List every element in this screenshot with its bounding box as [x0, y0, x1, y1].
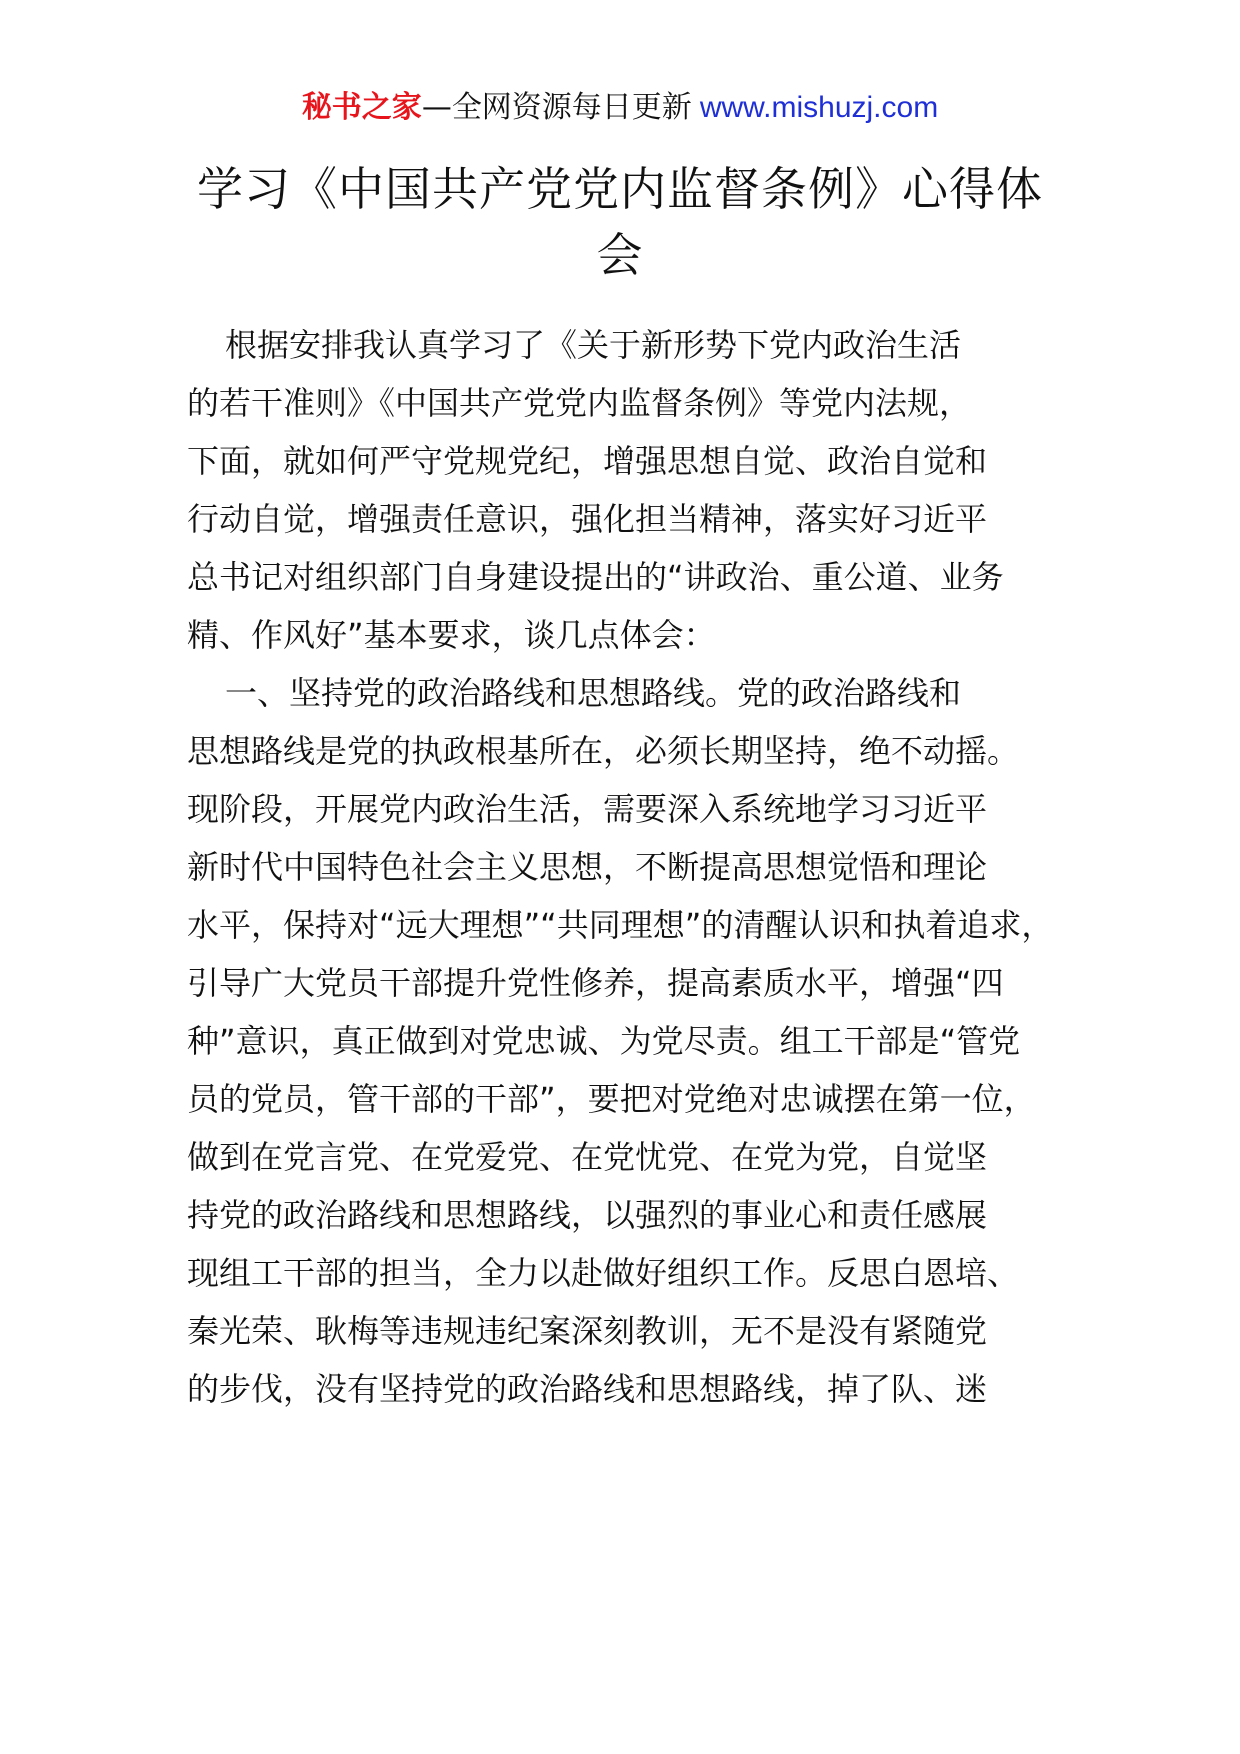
body-line: 持党的政治路线和思想路线，以强烈的事业心和责任感展: [187, 1196, 988, 1234]
site-url-link[interactable]: www.mishuzj.com: [699, 91, 939, 124]
body-line: 引导广大党员干部提升党性修养，提高素质水平，增强“四: [187, 964, 1004, 1002]
body-line: 新时代中国特色社会主义思想，不断提高思想觉悟和理论: [187, 848, 988, 886]
page-title: 学习《中国共产党党内监督条例》心得体会: [197, 162, 1043, 282]
body-line: 下面，就如何严守党规党纪，增强思想自觉、政治自觉和: [187, 442, 988, 480]
body-line: 的若干准则》《中国共产党党内监督条例》等党内法规，: [187, 384, 972, 422]
header-tagline: —全网资源每日更新: [421, 90, 692, 125]
body-line: 行动自觉，增强责任意识，强化担当精神，落实好习近平: [187, 500, 988, 538]
body-line: 种”意识，真正做到对党忠诚、为党尽责。组工干部是“管党: [187, 1022, 1021, 1060]
body-line: 现组工干部的担当，全力以赴做好组织工作。反思白恩培、: [187, 1254, 1020, 1292]
body-line: 一、坚持党的政治路线和思想路线。党的政治路线和: [225, 674, 962, 712]
body-line: 精、作风好”基本要求，谈几点体会：: [187, 616, 716, 654]
body-line: 的步伐，没有坚持党的政治路线和思想路线，掉了队、迷: [187, 1370, 988, 1408]
body-line: 总书记对组织部门自身建设提出的“讲政治、重公道、业务: [187, 558, 1004, 596]
body-line: 做到在党言党、在党爱党、在党忧党、在党为党，自觉坚: [187, 1138, 988, 1176]
body-line: 员的党员，管干部的干部”，要把对党绝对忠诚摆在第一位，: [187, 1080, 1036, 1118]
body-line: 现阶段，开展党内政治生活，需要深入系统地学习习近平: [187, 790, 988, 828]
body-line: 根据安排我认真学习了《关于新形势下党内政治生活: [225, 326, 962, 364]
body-line: 水平，保持对“远大理想”“共同理想”的清醒认识和执着追求，: [187, 906, 1054, 944]
body-line: 秦光荣、耿梅等违规违纪案深刻教训，无不是没有紧随党: [187, 1312, 988, 1350]
site-header: [0, 88, 1240, 128]
body-line: 思想路线是党的执政根基所在，必须长期坚持，绝不动摇。: [187, 732, 1020, 770]
brand-name: 秘书之家: [301, 90, 422, 125]
